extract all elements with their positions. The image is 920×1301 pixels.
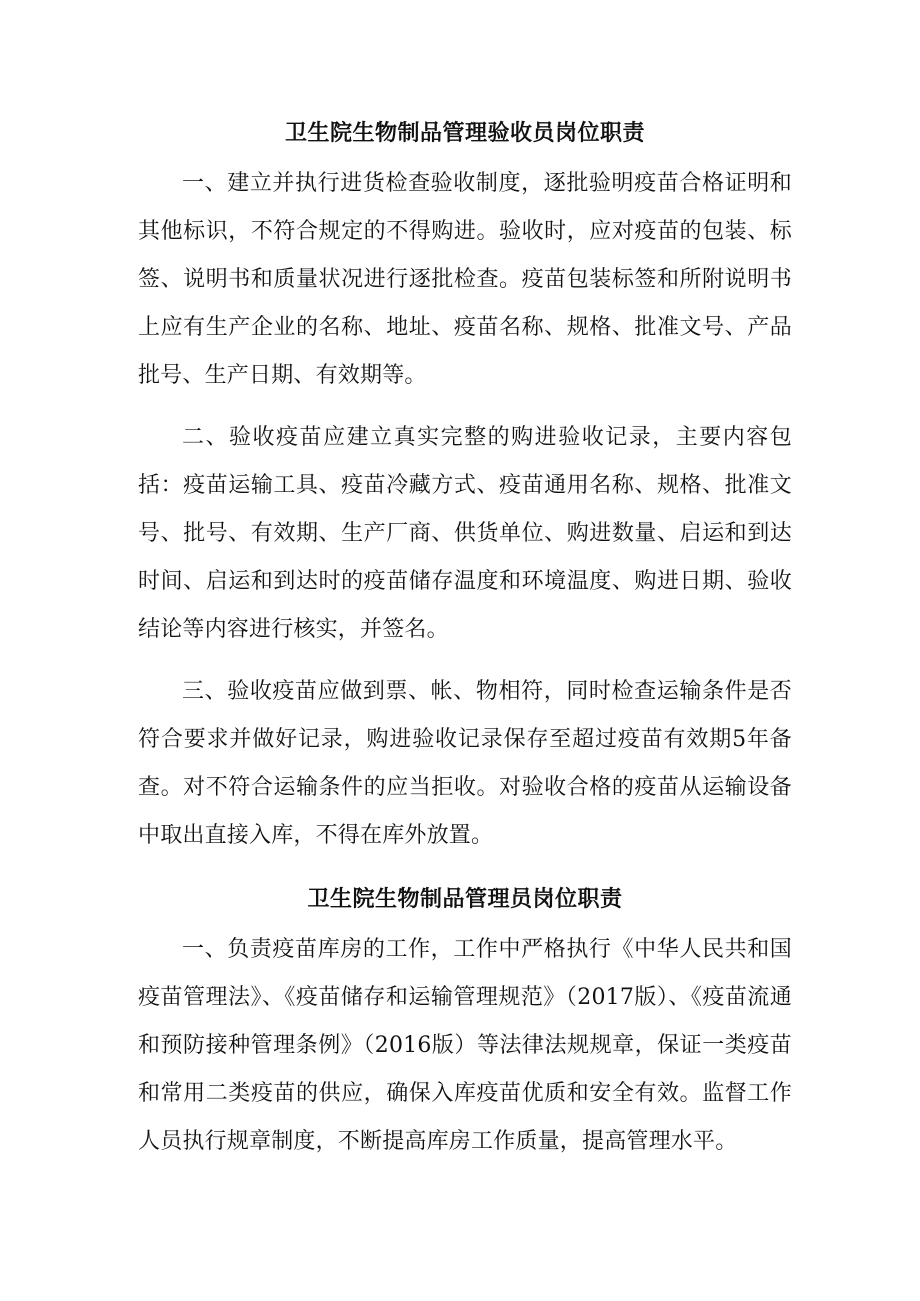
- paragraph: 一、建立并执行进货检查验收制度，逐批验明疫苗合格证明和其他标识，不符合规定的不得购进。验收时，应对疫苗的包装、标签、说明书和质量状况进行逐批检查。疫苗包装标签和所附说明书上应有生产企业的名称、地址、疫苗名称、规格、批准文号、产品批号、生产日期、有效期等。: [138, 171, 792, 388]
- document-page: [138, 108, 792, 1180]
- paragraph: 二、验收疫苗应建立真实完整的购进验收记录，主要内容包括：疫苗运输工具、疫苗冷藏方式、疫苗通用名称、规格、批准文号、批号、有效期、生产厂商、供货单位、购进数量、启运和到达时间、启运和到达时的疫苗储存温度和环境温度、购进日期、验收结论等内容进行核实，并签名。: [138, 425, 792, 642]
- paragraph: 三、验收疫苗应做到票、帐、物相符，同时检查运输条件是否符合要求并做好记录，购进验收记录保存至超过疫苗有效期5年备查。对不符合运输条件的应当拒收。对验收合格的疫苗从运输设备中取出直接入库，不得在库外放置。: [138, 679, 792, 848]
- section-title: 卫生院生物制品管理验收员岗位职责: [284, 120, 645, 146]
- section-title: 卫生院生物制品管理员岗位职责: [307, 886, 623, 912]
- paragraph: 一、负责疫苗库房的工作，工作中严格执行《中华人民共和国疫苗管理法》、《疫苗储存和运输管理规范》（2017版）、《疫苗流通和预防接种管理条例》（2016版）等法律法规规章，保证一类疫苗和常用二类疫苗的供应，确保入库疫苗优质和安全有效。监督工作人员执行规章制度，不断提高库房工作质量，提高管理水平。: [138, 937, 792, 1154]
